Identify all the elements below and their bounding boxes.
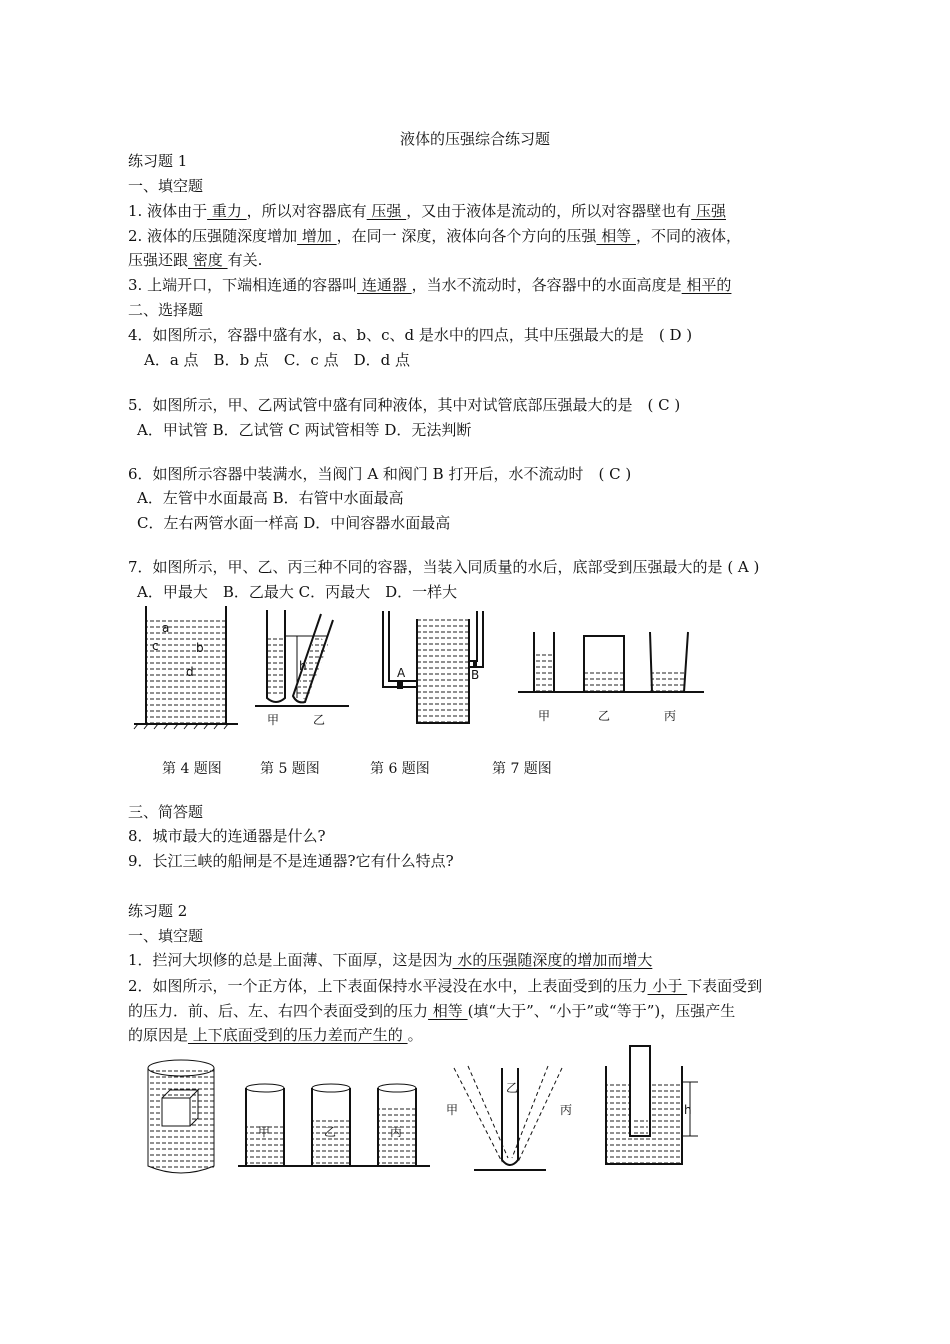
ex2-question-1: 1．拦河大坝修的总是上面薄、下面厚，这是因为 水的压强随深度的增加而增大 bbox=[128, 951, 653, 969]
question-7-options: A．甲最大 B．乙最大 C．丙最大 D．一样大 bbox=[137, 583, 458, 601]
container-jia-label: 甲 bbox=[258, 1125, 271, 1139]
question-6-options-1: A．左管中水面最高 B．右管中水面最高 bbox=[137, 489, 404, 507]
figure-2d bbox=[598, 1046, 708, 1176]
figure-2c bbox=[444, 1062, 574, 1177]
exercise-2-heading: 练习题 2 bbox=[128, 902, 188, 920]
container-jia-label: 甲 bbox=[538, 709, 551, 723]
question-8: 8．城市最大的连通器是什么? bbox=[128, 827, 326, 845]
question-4-options: A．a 点 B．b 点 C．c 点 D．d 点 bbox=[144, 351, 410, 369]
question-9: 9．长江三峡的船闸是不是连通器?它有什么特点? bbox=[128, 852, 454, 870]
caption-fig6: 第 6 题图 bbox=[370, 761, 430, 777]
point-b-label: b bbox=[196, 641, 204, 655]
container-yi-label: 乙 bbox=[324, 1125, 337, 1139]
point-c-label: c bbox=[152, 639, 159, 653]
figure-6 bbox=[375, 605, 495, 735]
tube-yi-label: 乙 bbox=[313, 713, 326, 727]
container-yi-label: 乙 bbox=[598, 709, 611, 723]
answer-blank: 重力 bbox=[207, 202, 247, 220]
figure-2b bbox=[238, 1082, 433, 1177]
point-a-label: a bbox=[162, 621, 170, 635]
answer-blank: 相平的 bbox=[681, 276, 732, 294]
caption-fig4: 第 4 题图 bbox=[162, 761, 222, 777]
answer-blank: 小于 bbox=[647, 977, 688, 995]
question-5: 5．如图所示，甲、乙两试管中盛有同种液体，其中对试管底部压强最大的是 ( C ) bbox=[128, 396, 681, 414]
question-2-cont: 压强还跟 密度 有关. bbox=[128, 251, 263, 269]
question-6-options-2: C．左右两管水面一样高 D．中间容器水面最高 bbox=[137, 514, 451, 532]
answer-blank: 压强 bbox=[691, 202, 726, 220]
valve-b-label: B bbox=[471, 668, 480, 682]
ex2-question-2-cont: 的压力．前、后、左、右四个表面受到的压力 相等 (填“大于”、“小于”或“等于”)，压强产生 bbox=[128, 1002, 736, 1020]
question-4: 4．如图所示，容器中盛有水，a、b、c、d 是水中的四点，其中压强最大的是 ( D ) bbox=[128, 326, 693, 344]
figure-2a bbox=[144, 1056, 224, 1176]
answer-blank: 相等 bbox=[596, 227, 636, 245]
question-1: 1. 液体由于 重力 ，所以对容器底有 压强 ，又由于液体是流动的，所以对容器壁也有 压强 bbox=[128, 202, 726, 220]
section-short-answer: 三、简答题 bbox=[128, 803, 204, 821]
section-fill-in: 一、填空题 bbox=[128, 177, 204, 195]
ex2-question-2-cont2: 的原因是 上下底面受到的压力差而产生的 。 bbox=[128, 1026, 423, 1044]
height-label: h bbox=[299, 659, 307, 673]
question-2: 2. 液体的压强随深度增加 增加 ，在同一 深度，液体向各个方向的压强 相等 ，不同的液体， bbox=[128, 227, 741, 245]
tube-yi-label: 乙 bbox=[506, 1081, 519, 1095]
figure-4 bbox=[132, 600, 242, 730]
section-fill-in-2: 一、填空题 bbox=[128, 927, 204, 945]
point-d-label: d bbox=[186, 665, 194, 679]
ex2-question-2: 2．如图所示，一个正方体，上下表面保持水平浸没在水中，上表面受到的压力 小于 下表面受到 bbox=[128, 977, 763, 995]
answer-blank: 相等 bbox=[428, 1002, 468, 1020]
figure-7 bbox=[518, 628, 708, 738]
tube-jia-label: 甲 bbox=[267, 713, 280, 727]
question-3: 3. 上端开口，下端相连通的容器叫 连通器 ，当水不流动时，各容器中的水面高度是 相平的 bbox=[128, 276, 732, 294]
caption-fig5: 第 5 题图 bbox=[260, 761, 320, 777]
caption-fig7: 第 7 题图 bbox=[492, 761, 552, 777]
answer-blank: 密度 bbox=[188, 251, 228, 269]
exercise-1-heading: 练习题 1 bbox=[128, 152, 188, 170]
question-6: 6．如图所示容器中装满水，当阀门 A 和阀门 B 打开后，水不流动时 ( C ) bbox=[128, 465, 632, 483]
page-title: 液体的压强综合练习题 bbox=[399, 130, 550, 148]
section-choice: 二、选择题 bbox=[128, 301, 204, 319]
tube-jia-label: 甲 bbox=[446, 1103, 459, 1117]
answer-blank: 连通器 bbox=[357, 276, 412, 294]
height-label: h bbox=[684, 1103, 692, 1117]
valve-a-label: A bbox=[397, 666, 406, 680]
answer-blank: 上下底面受到的压力差而产生的 bbox=[188, 1026, 408, 1044]
figure-5 bbox=[255, 600, 355, 730]
container-bing-label: 丙 bbox=[664, 709, 677, 723]
tube-bing-label: 丙 bbox=[560, 1103, 573, 1117]
question-5-options: A．甲试管 B．乙试管 C 两试管相等 D．无法判断 bbox=[137, 421, 472, 439]
answer-blank: 水的压强随深度的增加而增大 bbox=[452, 951, 653, 969]
answer-blank: 增加 bbox=[297, 227, 337, 245]
container-bing-label: 丙 bbox=[390, 1125, 403, 1139]
question-7: 7．如图所示，甲、乙、丙三种不同的容器，当装入同质量的水后，底部受到压强最大的是 ( A ) bbox=[128, 558, 760, 576]
answer-blank: 压强 bbox=[366, 202, 407, 220]
